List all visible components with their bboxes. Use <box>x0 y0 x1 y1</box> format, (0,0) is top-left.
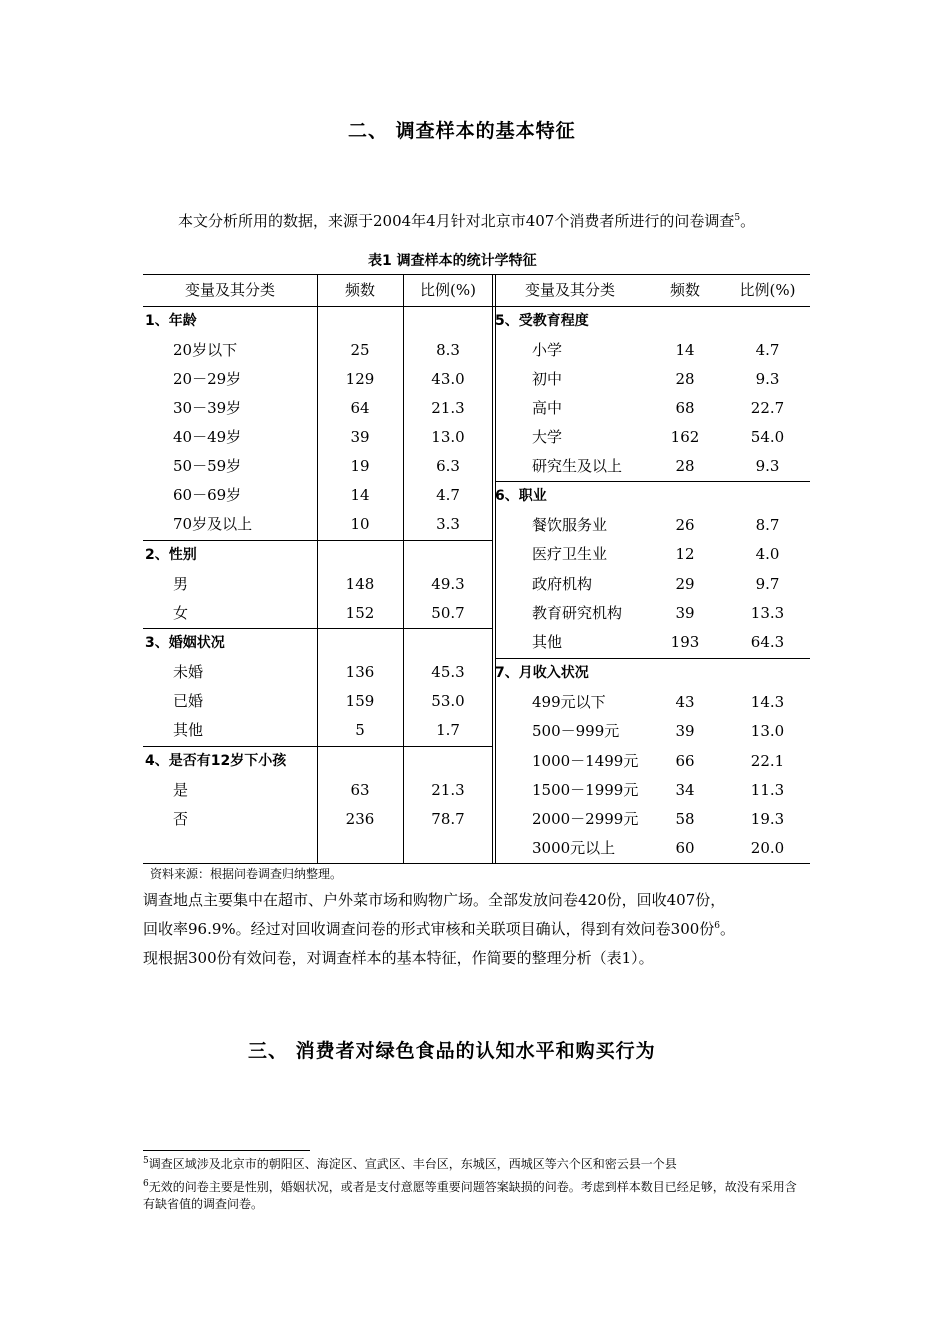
table-row <box>143 658 493 687</box>
body-paragraph <box>143 886 735 973</box>
category-label: 5、受教育程度 <box>495 313 589 329</box>
item-label: 未婚 <box>173 663 204 681</box>
table-row <box>143 510 493 539</box>
item-label: 女 <box>173 604 189 622</box>
paragraph-text: 。 <box>720 920 736 938</box>
item-label: 3000元以上 <box>532 839 616 857</box>
footnote-6 <box>143 1179 798 1213</box>
table-row <box>143 716 493 745</box>
header-freq-left: 频数 <box>344 281 375 299</box>
pct-value: 4.7 <box>436 486 460 504</box>
item-label: 研究生及以上 <box>532 457 623 475</box>
freq-value: 159 <box>345 692 375 710</box>
header-var-right: 变量及其分类 <box>524 281 615 299</box>
table-row <box>495 394 810 423</box>
header-freq-right: 频数 <box>669 281 700 299</box>
pct-value: 20.0 <box>750 839 785 857</box>
table-row <box>143 394 493 423</box>
table-row <box>143 629 493 658</box>
pct-value: 64.3 <box>750 633 785 651</box>
item-label: 小学 <box>532 341 563 359</box>
item-label: 50－59岁 <box>173 457 242 475</box>
table-row <box>495 776 810 805</box>
item-label: 40－49岁 <box>173 428 242 446</box>
footnote-ref-5: 5 <box>734 213 741 223</box>
pct-value: 1.7 <box>436 721 460 739</box>
table-row <box>495 307 810 336</box>
category-label: 3、婚姻状况 <box>145 635 225 651</box>
table-row <box>143 336 493 365</box>
freq-value: 34 <box>675 781 695 799</box>
freq-value: 5 <box>355 721 365 739</box>
pct-value: 13.0 <box>750 722 785 740</box>
table-row <box>495 688 810 717</box>
paragraph-line <box>143 915 735 944</box>
item-label: 20－29岁 <box>173 370 242 388</box>
item-label: 500－999元 <box>532 722 620 740</box>
table-row <box>495 628 810 657</box>
freq-value: 39 <box>675 604 695 622</box>
pct-value: 9.7 <box>755 575 780 593</box>
pct-value: 21.3 <box>431 781 465 799</box>
table-row <box>143 481 493 510</box>
freq-value: 162 <box>670 428 700 446</box>
intro-end: 。 <box>740 212 756 230</box>
pct-value: 14.3 <box>750 693 785 711</box>
pct-value: 4.7 <box>755 341 780 359</box>
category-label: 7、月收入状况 <box>495 665 589 681</box>
freq-value: 236 <box>345 810 375 828</box>
table-row <box>495 570 810 599</box>
pct-value: 3.3 <box>436 515 460 533</box>
footnote-ref-6: 6 <box>714 921 721 931</box>
pct-value: 22.7 <box>750 399 785 417</box>
footnote-text: 无效的问卷主要是性别，婚姻状况，或者是支付意愿等重要问题答案缺损的问卷。考虑到样本数目已经足够，故没有采用含有缺省值的调查问卷。 <box>143 1180 797 1211</box>
pct-value: 54.0 <box>750 428 785 446</box>
freq-value: 29 <box>675 575 695 593</box>
freq-value: 25 <box>350 341 370 359</box>
pct-value: 19.3 <box>750 810 785 828</box>
table-row <box>495 717 810 746</box>
table-row <box>495 659 810 688</box>
table-row <box>143 307 493 336</box>
table-row <box>143 423 493 452</box>
pct-value: 4.0 <box>755 545 780 563</box>
item-label: 政府机构 <box>532 575 593 593</box>
freq-value: 63 <box>350 781 370 799</box>
table-row <box>143 541 493 570</box>
category-label: 2、性别 <box>145 547 197 563</box>
pct-value: 22.1 <box>750 752 785 770</box>
freq-value: 64 <box>350 399 370 417</box>
item-label: 教育研究机构 <box>532 604 623 622</box>
pct-value: 9.3 <box>755 457 780 475</box>
item-label: 医疗卫生业 <box>532 545 608 563</box>
table-row <box>495 599 810 628</box>
pct-value: 45.3 <box>431 663 465 681</box>
item-label: 其他 <box>532 633 563 651</box>
freq-value: 148 <box>345 575 375 593</box>
table-row <box>143 599 493 628</box>
freq-value: 26 <box>675 516 695 534</box>
table-row <box>143 365 493 394</box>
item-label: 男 <box>173 575 189 593</box>
section-heading-3: 三、 消费者对绿色食品的认知水平和购买行为 <box>248 1040 656 1062</box>
header-pct-right: 比例(%) <box>739 281 796 299</box>
table-row <box>495 336 810 365</box>
category-label: 4、是否有12岁下小孩 <box>145 753 287 769</box>
freq-value: 39 <box>350 428 370 446</box>
footnote-text: 调查区域涉及北京市的朝阳区、海淀区、宣武区、丰台区，东城区，西城区等六个区和密云县一个县 <box>148 1157 677 1171</box>
table-row <box>495 423 810 452</box>
freq-value: 43 <box>675 693 695 711</box>
item-label: 是 <box>173 781 189 799</box>
section-heading-2: 二、 调查样本的基本特征 <box>348 120 576 142</box>
paragraph-text: 回收率96.9%。经过对回收调查问卷的形式审核和关联项目确认，得到有效问卷300份 <box>143 920 715 938</box>
paragraph-line: 现根据300份有效问卷，对调查样本的基本特征，作简要的整理分析（表1）。 <box>143 949 654 967</box>
footnote-mark: 5 <box>143 1156 149 1166</box>
category-label: 6、职业 <box>495 488 547 504</box>
freq-value: 10 <box>350 515 370 533</box>
pct-value: 8.3 <box>436 341 460 359</box>
pct-value: 13.3 <box>750 604 785 622</box>
freq-value: 193 <box>670 633 700 651</box>
pct-value: 13.0 <box>431 428 465 446</box>
pct-value: 6.3 <box>436 457 460 475</box>
table-row <box>495 365 810 394</box>
freq-value: 19 <box>350 457 370 475</box>
table-row <box>143 452 493 481</box>
freq-value: 14 <box>350 486 370 504</box>
freq-value: 39 <box>675 722 695 740</box>
table-row <box>143 687 493 716</box>
table-row <box>143 570 493 599</box>
item-label: 已婚 <box>173 692 204 710</box>
pct-value: 11.3 <box>750 781 785 799</box>
item-label: 高中 <box>532 399 563 417</box>
statistics-table <box>143 274 810 864</box>
pct-value: 8.7 <box>755 516 780 534</box>
freq-value: 12 <box>675 545 695 563</box>
item-label: 70岁及以上 <box>173 515 253 533</box>
pct-value: 78.7 <box>431 810 465 828</box>
table-row <box>143 805 493 834</box>
pct-value: 21.3 <box>431 399 465 417</box>
table-row <box>143 747 493 776</box>
freq-value: 152 <box>345 604 375 622</box>
item-label: 1500－1999元 <box>532 781 639 799</box>
item-label: 否 <box>173 810 189 828</box>
table-row <box>495 805 810 834</box>
freq-value: 129 <box>345 370 375 388</box>
category-label: 1、年龄 <box>145 313 197 329</box>
freq-value: 28 <box>675 370 695 388</box>
freq-value: 28 <box>675 457 695 475</box>
header-var-left: 变量及其分类 <box>184 281 275 299</box>
table-caption: 表1 调查样本的统计学特征 <box>368 253 537 269</box>
intro-text: 本文分析所用的数据，来源于2004年4月针对北京市407个消费者所进行的问卷调查 <box>178 212 735 230</box>
item-label: 20岁以下 <box>173 341 238 359</box>
footnote-mark: 6 <box>143 1179 149 1189</box>
pct-value: 50.7 <box>431 604 465 622</box>
paragraph-line: 调查地点主要集中在超市、户外菜市场和购物广场。全部发放问卷420份，回收407份， <box>143 891 726 909</box>
freq-value: 68 <box>675 399 695 417</box>
item-label: 30－39岁 <box>173 399 242 417</box>
table-source-note: 资料来源：根据问卷调查归纳整理。 <box>150 867 343 881</box>
freq-value: 14 <box>675 341 695 359</box>
table-row <box>495 452 810 481</box>
pct-value: 9.3 <box>755 370 780 388</box>
table-row <box>495 834 810 863</box>
pct-value: 43.0 <box>431 370 465 388</box>
pct-value: 53.0 <box>431 692 465 710</box>
footnote-5 <box>143 1156 803 1173</box>
freq-value: 58 <box>675 810 695 828</box>
item-label: 499元以下 <box>532 693 606 711</box>
item-label: 其他 <box>173 721 204 739</box>
footnote-separator <box>143 1150 310 1151</box>
table-row <box>495 482 810 511</box>
freq-value: 136 <box>345 663 375 681</box>
item-label: 2000－2999元 <box>532 810 639 828</box>
table-row <box>495 540 810 569</box>
table-row <box>143 776 493 805</box>
item-label: 餐饮服务业 <box>532 516 608 534</box>
table-row <box>495 511 810 540</box>
table-row <box>495 747 810 776</box>
pct-value: 49.3 <box>431 575 465 593</box>
intro-paragraph <box>178 207 755 236</box>
item-label: 60－69岁 <box>173 486 242 504</box>
item-label: 大学 <box>532 428 563 446</box>
item-label: 1000－1499元 <box>532 752 639 770</box>
freq-value: 66 <box>675 752 695 770</box>
header-pct-left: 比例(%) <box>420 281 476 299</box>
item-label: 初中 <box>532 370 563 388</box>
freq-value: 60 <box>675 839 695 857</box>
